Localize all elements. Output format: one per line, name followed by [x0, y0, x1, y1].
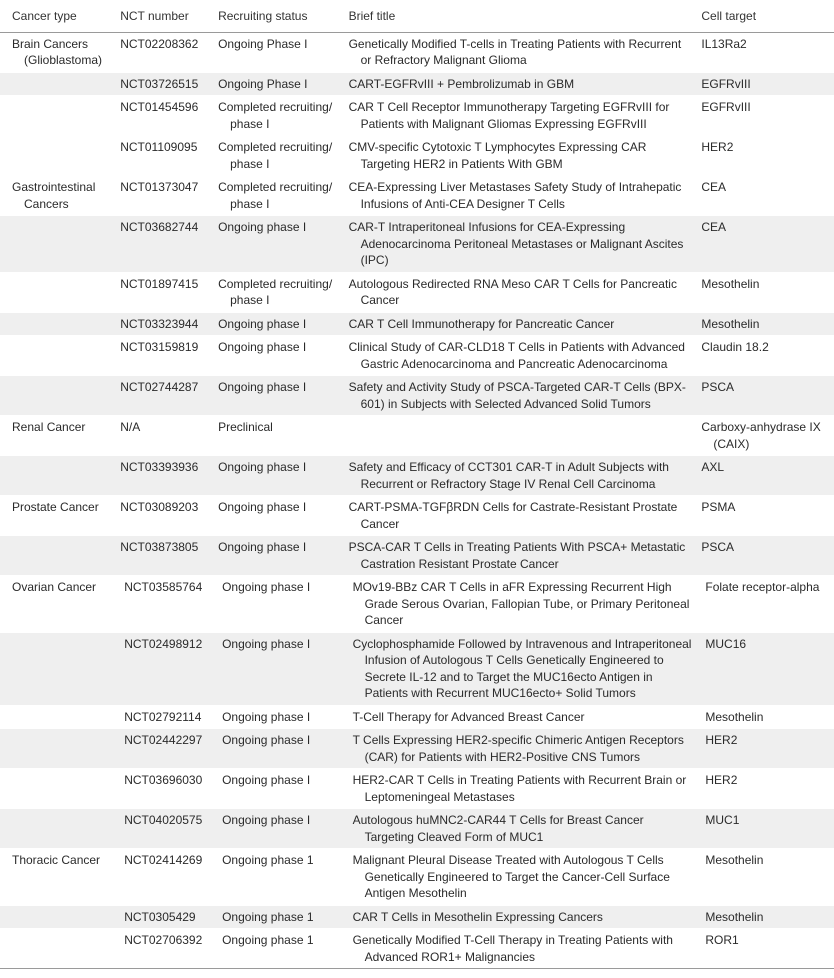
cell-cell-target-text: Mesothelin: [701, 316, 760, 331]
cell-cell-target-text: PSMA: [701, 500, 736, 514]
cell-recruiting-status-text: Ongoing phase I: [218, 340, 307, 354]
cell-nct-number: [116, 536, 214, 576]
cell-recruiting-status: [214, 769, 345, 809]
cell-recruiting-status-text: Preclinical: [218, 420, 273, 434]
cell-recruiting-status: [214, 376, 345, 416]
cell-cell-target: [697, 312, 834, 336]
cell-cell-target: [697, 769, 834, 809]
cell-recruiting-status-text: Ongoing phase I: [218, 380, 307, 394]
header-cell-target: Cell target: [697, 0, 834, 32]
table-row: [0, 929, 834, 969]
table-row: [0, 136, 834, 176]
table-row: [0, 376, 834, 416]
cell-recruiting-status: [214, 216, 345, 273]
cell-cell-target: [697, 32, 834, 72]
cell-cancer-type-text: Thoracic Cancer: [12, 853, 101, 867]
cell-cell-target-text: CEA: [701, 220, 727, 234]
cell-cancer-type-text: Renal Cancer: [12, 420, 86, 434]
cell-brief-title: [345, 336, 698, 376]
cell-nct-number: [116, 216, 214, 273]
cell-recruiting-status-text: Ongoing phase I: [218, 500, 307, 514]
cell-cell-target: [697, 456, 834, 496]
cell-cancer-type: [0, 72, 116, 96]
cell-cell-target: [697, 416, 834, 456]
cell-nct-number-text: N/A: [120, 420, 141, 434]
cell-cell-target-text: Mesothelin: [705, 909, 764, 924]
cell-nct-number: [116, 705, 214, 729]
cell-nct-number: [116, 496, 214, 536]
table-row: [0, 849, 834, 906]
cell-cell-target-text: EGFRvIII: [701, 100, 751, 114]
cell-brief-title: [345, 96, 698, 136]
cell-brief-title: [345, 729, 698, 769]
cell-cell-target-text: MUC16: [705, 636, 747, 651]
cell-cancer-type: [0, 729, 116, 769]
table-row: [0, 456, 834, 496]
cell-cell-target-text: CEA: [701, 180, 727, 194]
cell-brief-title-text: Cyclophosphamide Followed by Intravenous and Intraperitoneal Infusion of Autologous T Cells Genetically Engineered to Secrete IL-12 and to Target the MUC16ecto Antigen in Patients with Recurrent MUC16ecto+ Solid Tumors: [352, 636, 692, 700]
cell-nct-number-text: NCT03159819: [120, 340, 199, 354]
cell-nct-number: [116, 336, 214, 376]
cell-recruiting-status: [214, 136, 345, 176]
cell-cell-target-text: HER2: [701, 140, 734, 154]
cell-recruiting-status: [214, 849, 345, 906]
cell-cancer-type: [0, 376, 116, 416]
cell-nct-number-text: NCT01897415: [120, 276, 199, 291]
cell-cancer-type-text: Prostate Cancer: [12, 500, 99, 514]
cell-cell-target: [697, 136, 834, 176]
cell-nct-number-text: NCT03393936: [120, 460, 199, 474]
cell-recruiting-status: [214, 272, 345, 312]
cell-cell-target: [697, 576, 834, 633]
cell-recruiting-status: [214, 416, 345, 456]
cell-nct-number: [116, 96, 214, 136]
cell-recruiting-status: [214, 72, 345, 96]
cell-cell-target-text: MUC1: [705, 813, 740, 827]
cell-recruiting-status: [214, 705, 345, 729]
cell-cell-target: [697, 176, 834, 216]
cell-recruiting-status: [214, 176, 345, 216]
cell-brief-title: [345, 72, 698, 96]
cell-cancer-type: [0, 32, 116, 72]
table-row: [0, 416, 834, 456]
cell-nct-number-text: NCT01373047: [120, 180, 199, 194]
cell-brief-title: [345, 536, 698, 576]
cell-cell-target: [697, 809, 834, 849]
cell-brief-title-text: Safety and Activity Study of PSCA-Targeted CAR-T Cells (BPX-601) in Subjects with Selected Advanced Solid Tumors: [348, 380, 686, 411]
cell-brief-title: [345, 136, 698, 176]
cell-nct-number: [116, 456, 214, 496]
cell-brief-title: [345, 632, 698, 705]
cell-cell-target: [697, 376, 834, 416]
cell-brief-title: [345, 312, 698, 336]
cell-nct-number: [116, 376, 214, 416]
cell-cancer-type: [0, 496, 116, 536]
cell-recruiting-status-text: Ongoing phase I: [222, 733, 311, 747]
cell-nct-number: [116, 312, 214, 336]
cell-cell-target: [697, 272, 834, 312]
cell-brief-title: [345, 929, 698, 969]
cell-cancer-type: [0, 456, 116, 496]
cell-brief-title-text: Safety and Efficacy of CCT301 CAR-T in Adult Subjects with Recurrent or Refractory Stage IV Renal Cell Carcinoma: [348, 460, 669, 491]
cell-recruiting-status: [214, 456, 345, 496]
table-row: [0, 176, 834, 216]
cell-nct-number: [116, 176, 214, 216]
cell-recruiting-status-text: Ongoing phase I: [222, 580, 311, 594]
cell-recruiting-status-text: Ongoing phase I: [222, 813, 311, 827]
cell-brief-title-text: Malignant Pleural Disease Treated with Autologous T Cells Genetically Engineered to Target the Cancer-Cell Surface Antigen Mesothelin: [352, 853, 670, 900]
cell-cancer-type: [0, 632, 116, 705]
cell-cancer-type: [0, 416, 116, 456]
cell-brief-title-text: Genetically Modified T-Cell Therapy in Treating Patients with Advanced ROR1+ Malignancies: [352, 933, 673, 964]
cell-recruiting-status-text: Ongoing phase 1: [222, 933, 314, 947]
cell-cell-target: [697, 536, 834, 576]
cell-brief-title: [345, 32, 698, 72]
cell-nct-number: [116, 72, 214, 96]
cell-brief-title: [345, 849, 698, 906]
cell-brief-title-text: Autologous huMNC2-CAR44 T Cells for Breast Cancer Targeting Cleaved Form of MUC1: [352, 813, 644, 844]
cell-nct-number: [116, 272, 214, 312]
cell-recruiting-status-text: Completed recruiting/ phase I: [218, 100, 333, 131]
cell-nct-number: [116, 576, 214, 633]
cell-nct-number: [116, 136, 214, 176]
cell-brief-title: [345, 705, 698, 729]
table-row: [0, 536, 834, 576]
header-brief-title: Brief title: [345, 0, 698, 32]
cell-recruiting-status-text: Ongoing phase I: [218, 220, 307, 234]
cell-nct-number: [116, 809, 214, 849]
cell-recruiting-status: [214, 729, 345, 769]
cell-cell-target: [697, 705, 834, 729]
cell-brief-title: [345, 576, 698, 633]
cell-cell-target-text: PSCA: [701, 380, 735, 394]
cell-cancer-type: [0, 336, 116, 376]
cell-cell-target-text: PSCA: [701, 540, 735, 554]
table-row: [0, 729, 834, 769]
cell-brief-title-text: Autologous Redirected RNA Meso CAR T Cells for Pancreatic Cancer: [348, 276, 677, 307]
cell-brief-title-text: CART-PSMA-TGFβRDN Cells for Castrate-Resistant Prostate Cancer: [348, 500, 678, 531]
cell-cell-target: [697, 632, 834, 705]
cell-nct-number-text: NCT03696030: [124, 773, 203, 787]
cell-cancer-type: [0, 705, 116, 729]
cell-recruiting-status: [214, 496, 345, 536]
cell-cell-target: [697, 929, 834, 969]
table-row: [0, 32, 834, 72]
cell-brief-title-text: CEA-Expressing Liver Metastases Safety Study of Intrahepatic Infusions of Anti-CEA Designer T Cells: [348, 180, 682, 211]
cell-cancer-type: [0, 216, 116, 273]
cell-cell-target-text: Carboxy-anhydrase IX (CAIX): [701, 420, 821, 451]
cell-cancer-type: [0, 929, 116, 969]
cell-recruiting-status: [214, 32, 345, 72]
cell-recruiting-status-text: Ongoing Phase I: [218, 76, 308, 91]
cell-nct-number: [116, 929, 214, 969]
cell-cell-target-text: IL13Ra2: [701, 36, 747, 51]
cell-recruiting-status-text: Ongoing Phase I: [218, 36, 308, 51]
cell-brief-title-text: CAR T Cell Receptor Immunotherapy Targeting EGFRvIII for Patients with Malignant Gliomas Expressing EGFRvIII: [348, 100, 670, 131]
cell-cell-target-text: AXL: [701, 460, 725, 474]
cell-cancer-type: [0, 312, 116, 336]
cell-recruiting-status-text: Completed recruiting/ phase I: [218, 180, 333, 211]
cell-brief-title-text: HER2-CAR T Cells in Treating Patients with Recurrent Brain or Leptomeningeal Metastases: [352, 773, 687, 804]
cell-brief-title: [345, 905, 698, 929]
header-row: [0, 0, 834, 32]
cell-recruiting-status: [214, 576, 345, 633]
cell-brief-title-text: CMV-specific Cytotoxic T Lymphocytes Expressing CAR Targeting HER2 in Patients With GBM: [348, 140, 647, 171]
cell-cancer-type-text: Ovarian Cancer: [12, 580, 97, 594]
cell-cell-target: [697, 96, 834, 136]
table-row: [0, 905, 834, 929]
cell-nct-number: [116, 769, 214, 809]
cell-nct-number-text: NCT04020575: [124, 813, 203, 827]
cell-nct-number: [116, 905, 214, 929]
cell-recruiting-status: [214, 536, 345, 576]
table-row: [0, 336, 834, 376]
cell-recruiting-status-text: Ongoing phase I: [222, 636, 311, 651]
cell-brief-title-text: CAR T Cells in Mesothelin Expressing Cancers: [352, 909, 603, 924]
cell-brief-title-text: MOv19-BBz CAR T Cells in aFR Expressing Recurrent High Grade Serous Ovarian, Fallopian Tube, or Primary Peritoneal Cancer: [352, 580, 690, 627]
cell-brief-title-text: Clinical Study of CAR-CLD18 T Cells in Patients with Advanced Gastric Adenocarcinoma and Pancreatic Adenocarcinoma: [348, 340, 685, 371]
cell-recruiting-status: [214, 336, 345, 376]
table-row: [0, 312, 834, 336]
cell-nct-number-text: NCT01454596: [120, 100, 199, 114]
cell-recruiting-status: [214, 632, 345, 705]
table-body: [0, 32, 834, 969]
cell-nct-number-text: NCT02744287: [120, 380, 199, 394]
cell-recruiting-status: [214, 809, 345, 849]
cell-brief-title-text: CAR-T Intraperitoneal Infusions for CEA-Expressing Adenocarcinoma Peritoneal Metastases or Malignant Ascites (IPC): [348, 220, 684, 267]
cell-brief-title: [345, 416, 698, 456]
cell-brief-title-text: T-Cell Therapy for Advanced Breast Cancer: [352, 709, 585, 724]
cell-cell-target-text: HER2: [705, 773, 738, 787]
table-row: [0, 496, 834, 536]
cell-nct-number-text: NCT03585764: [124, 580, 203, 594]
cell-brief-title: [345, 769, 698, 809]
cell-cell-target-text: ROR1: [705, 933, 739, 947]
cell-brief-title-text: CART-EGFRvIII + Pembrolizumab in GBM: [348, 76, 575, 91]
cell-cancer-type: [0, 176, 116, 216]
cell-nct-number-text: NCT0305429: [124, 909, 196, 924]
cell-nct-number: [116, 416, 214, 456]
cell-cancer-type: [0, 809, 116, 849]
cell-cell-target-text: Mesothelin: [705, 853, 764, 867]
cell-recruiting-status-text: Ongoing phase I: [218, 316, 307, 331]
cell-brief-title: [345, 809, 698, 849]
cell-recruiting-status-text: Completed recruiting/ phase I: [218, 276, 333, 307]
cell-cell-target-text: Claudin 18.2: [701, 340, 769, 354]
table-row: [0, 272, 834, 312]
cell-cancer-type: [0, 272, 116, 312]
cell-nct-number-text: NCT03323944: [120, 316, 199, 331]
cell-cell-target-text: Folate receptor-alpha: [705, 580, 820, 594]
table-row: [0, 72, 834, 96]
cell-brief-title-text: T Cells Expressing HER2-specific Chimeric Antigen Receptors (CAR) for Patients with HER2-Positive CNS Tumors: [352, 733, 684, 764]
cell-cell-target-text: EGFRvIII: [701, 76, 751, 91]
header-recruiting-status: Recruiting status: [214, 0, 345, 32]
cell-recruiting-status-text: Ongoing phase I: [218, 460, 307, 474]
cell-brief-title: [345, 272, 698, 312]
cell-cancer-type-text: Brain Cancers (Glioblastoma): [12, 36, 103, 67]
header-nct-number: NCT number: [116, 0, 214, 32]
cell-nct-number-text: NCT03089203: [120, 500, 199, 514]
cell-recruiting-status-text: Ongoing phase I: [222, 709, 311, 724]
cell-recruiting-status-text: Ongoing phase I: [222, 773, 311, 787]
cell-recruiting-status: [214, 905, 345, 929]
cell-cancer-type: [0, 905, 116, 929]
cell-cancer-type: [0, 769, 116, 809]
cell-cancer-type: [0, 536, 116, 576]
cell-cell-target: [697, 216, 834, 273]
cell-recruiting-status: [214, 929, 345, 969]
header-cancer-type: Cancer type: [0, 0, 116, 32]
cell-nct-number-text: NCT03682744: [120, 220, 199, 234]
cell-brief-title: [345, 376, 698, 416]
cell-cell-target: [697, 336, 834, 376]
table-row: [0, 769, 834, 809]
cell-nct-number-text: NCT02414269: [124, 853, 203, 867]
cell-nct-number-text: NCT03726515: [120, 76, 199, 91]
cell-brief-title: [345, 216, 698, 273]
table-row: [0, 96, 834, 136]
cell-recruiting-status: [214, 312, 345, 336]
cell-nct-number-text: NCT03873805: [120, 540, 199, 554]
cell-recruiting-status-text: Ongoing phase 1: [222, 909, 314, 924]
cell-cancer-type: [0, 849, 116, 906]
cell-nct-number-text: NCT01109095: [120, 140, 198, 154]
cell-cell-target: [697, 72, 834, 96]
cell-cell-target: [697, 905, 834, 929]
cell-nct-number: [116, 729, 214, 769]
cell-cell-target: [697, 496, 834, 536]
table-row: [0, 705, 834, 729]
table-row: [0, 632, 834, 705]
cell-recruiting-status-text: Ongoing phase I: [218, 540, 307, 554]
cell-recruiting-status: [214, 96, 345, 136]
cell-recruiting-status-text: Ongoing phase 1: [222, 853, 314, 867]
cell-cancer-type: [0, 96, 116, 136]
cell-cell-target-text: Mesothelin: [701, 276, 760, 291]
cell-nct-number: [116, 32, 214, 72]
table-row: [0, 216, 834, 273]
cell-brief-title-text: PSCA-CAR T Cells in Treating Patients With PSCA+ Metastatic Castration Resistant Prostate Cancer: [348, 540, 686, 571]
cell-cell-target: [697, 729, 834, 769]
cell-brief-title-text: CAR T Cell Immunotherapy for Pancreatic Cancer: [348, 316, 615, 331]
cell-cell-target: [697, 849, 834, 906]
cell-brief-title: [345, 176, 698, 216]
cell-nct-number-text: NCT02442297: [124, 733, 203, 747]
cell-nct-number: [116, 632, 214, 705]
cell-brief-title-text: Genetically Modified T-cells in Treating Patients with Recurrent or Refractory Malignant Glioma: [348, 36, 682, 67]
cell-nct-number: [116, 849, 214, 906]
cell-brief-title: [345, 456, 698, 496]
cell-cell-target-text: Mesothelin: [705, 709, 764, 724]
cell-brief-title: [345, 496, 698, 536]
table-row: [0, 809, 834, 849]
cell-nct-number-text: NCT02498912: [124, 636, 203, 651]
cell-cell-target-text: HER2: [705, 733, 738, 747]
cell-recruiting-status-text: Completed recruiting/ phase I: [218, 140, 333, 171]
cell-cancer-type: [0, 136, 116, 176]
cell-cancer-type-text: Gastrointestinal Cancers: [12, 180, 96, 211]
table-row: [0, 576, 834, 633]
cell-nct-number-text: NCT02706392: [124, 933, 203, 947]
cell-cancer-type: [0, 576, 116, 633]
cell-nct-number-text: NCT02792114: [124, 709, 202, 724]
cell-nct-number-text: NCT02208362: [120, 36, 199, 51]
